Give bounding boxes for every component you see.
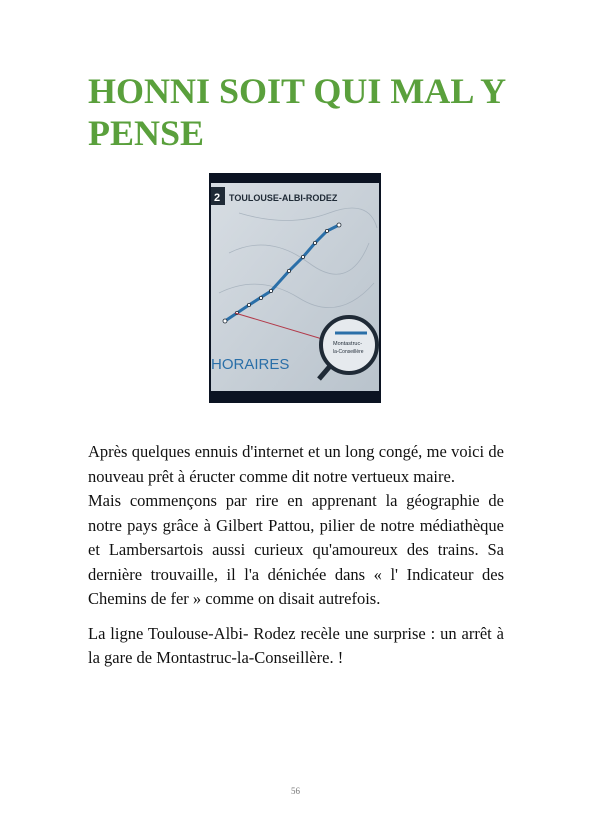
timetable-photo: [209, 173, 381, 403]
paragraph-3: La ligne Toulouse-Albi- Rodez recèle une surprise : un arrêt à la gare de Montastruc-la-Conseillère. !: [88, 623, 504, 667]
paragraph-2: Mais commençons par rire en apprenant la géographie de notre pays grâce à Gilbert Pattou, pilier de notre médiathèque et Lambersartois aussi curieux qu'amoureux des trains. Sa dernière trouvaille, il l'a dénichée dans « l' Indicateur des Chemins de fer » comme on disait autrefois.: [88, 491, 504, 608]
magnified-station-1: Montastruc-: [333, 341, 363, 347]
article-body: [88, 440, 504, 671]
line-number: 2: [214, 192, 221, 204]
paragraph-1: Après quelques ennuis d'internet et un long congé, me voici de nouveau prêt à éructer comme dit notre vertueux maire.: [88, 442, 504, 486]
horaires-banner: HORAIRES: [211, 356, 290, 373]
timetable-photo-graphic: [209, 173, 381, 403]
line-name: TOULOUSE-ALBI-RODEZ: [229, 193, 338, 203]
page-title: HONNI SOIT QUI MAL Y PENSE: [88, 71, 505, 153]
page-number: 56: [291, 786, 300, 796]
magnified-station-2: la-Conseillère: [333, 349, 364, 355]
